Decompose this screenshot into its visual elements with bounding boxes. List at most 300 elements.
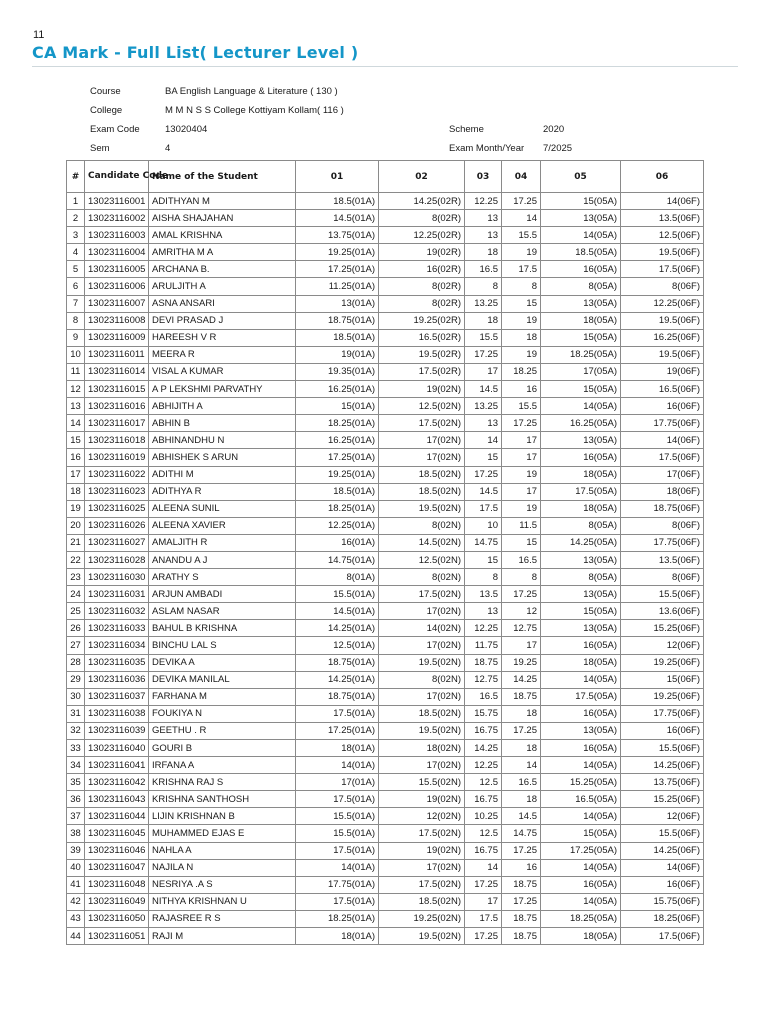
mark-05-cell: 13(05A) (541, 551, 621, 568)
row-index-cell: 17 (67, 466, 85, 483)
row-index-cell: 31 (67, 705, 85, 722)
mark-03-cell: 13.5 (465, 586, 502, 603)
candidate-code-cell: 13023116005 (85, 261, 149, 278)
row-index-cell: 2 (67, 210, 85, 227)
mark-02-cell: 16.5(02R) (379, 329, 465, 346)
mark-05-cell: 16(05A) (541, 449, 621, 466)
student-name-cell: AISHA SHAJAHAN (149, 210, 296, 227)
candidate-code-cell: 13023116033 (85, 620, 149, 637)
college-value: M M N S S College Kottiyam Kollam( 116 ) (165, 105, 344, 116)
mark-04-cell: 17.5 (502, 261, 541, 278)
mark-06-cell: 14(06F) (621, 193, 704, 210)
mark-01-cell: 17.5(01A) (296, 842, 379, 859)
mark-02-cell: 12.5(02N) (379, 398, 465, 415)
table-row (67, 740, 704, 757)
mark-03-cell: 18 (465, 312, 502, 329)
student-name-cell: ALEENA SUNIL (149, 500, 296, 517)
candidate-code-cell: 13023116003 (85, 227, 149, 244)
candidate-code-cell: 13023116030 (85, 569, 149, 586)
row-index-cell: 33 (67, 740, 85, 757)
candidate-code-cell: 13023116006 (85, 278, 149, 295)
mark-01-cell: 18.5(01A) (296, 483, 379, 500)
mark-06-cell: 14(06F) (621, 432, 704, 449)
table-row (67, 757, 704, 774)
mark-06-cell: 12.25(06F) (621, 295, 704, 312)
candidate-code-cell: 13023116018 (85, 432, 149, 449)
mark-04-cell: 17.25 (502, 893, 541, 910)
mark-05-cell: 14(05A) (541, 893, 621, 910)
student-name-cell: DEVIKA A (149, 654, 296, 671)
mark-04-cell: 18 (502, 740, 541, 757)
candidate-code-cell: 13023116011 (85, 346, 149, 363)
mark-04-cell: 19 (502, 312, 541, 329)
table-row (67, 928, 704, 945)
candidate-code-cell: 13023116026 (85, 517, 149, 534)
mark-01-cell: 11.25(01A) (296, 278, 379, 295)
mark-04-cell: 15 (502, 295, 541, 312)
row-index-cell: 1 (67, 193, 85, 210)
mark-02-cell: 14.5(02N) (379, 534, 465, 551)
mark-05-cell: 16.25(05A) (541, 415, 621, 432)
mark-03-cell: 17.25 (465, 466, 502, 483)
candidate-code-cell: 13023116037 (85, 688, 149, 705)
mark-06-cell: 8(06F) (621, 569, 704, 586)
mark-01-cell: 18.25(01A) (296, 910, 379, 927)
scheme-label: Scheme (449, 124, 484, 135)
col-header-01: 01 (296, 161, 379, 193)
mark-06-cell: 16(06F) (621, 722, 704, 739)
mark-05-cell: 18.5(05A) (541, 244, 621, 261)
mark-03-cell: 17.5 (465, 910, 502, 927)
mark-06-cell: 16(06F) (621, 398, 704, 415)
table-row (67, 586, 704, 603)
mark-01-cell: 16(01A) (296, 534, 379, 551)
table-row (67, 637, 704, 654)
mark-04-cell: 18.75 (502, 688, 541, 705)
mark-04-cell: 16.5 (502, 551, 541, 568)
mark-04-cell: 19 (502, 466, 541, 483)
mark-02-cell: 19(02R) (379, 244, 465, 261)
mark-04-cell: 14 (502, 757, 541, 774)
student-name-cell: ASNA ANSARI (149, 295, 296, 312)
mark-06-cell: 15.25(06F) (621, 620, 704, 637)
mark-06-cell: 18.25(06F) (621, 910, 704, 927)
exam-code-value: 13020404 (165, 124, 208, 135)
row-index-cell: 32 (67, 722, 85, 739)
candidate-code-cell: 13023116008 (85, 312, 149, 329)
mark-06-cell: 15(06F) (621, 671, 704, 688)
mark-03-cell: 14 (465, 432, 502, 449)
col-header-index: # (67, 161, 85, 193)
candidate-code-cell: 13023116022 (85, 466, 149, 483)
candidate-code-cell: 13023116042 (85, 774, 149, 791)
mark-03-cell: 13 (465, 603, 502, 620)
mark-02-cell: 17(02N) (379, 432, 465, 449)
mark-04-cell: 14.5 (502, 808, 541, 825)
mark-03-cell: 12.25 (465, 757, 502, 774)
mark-05-cell: 18(05A) (541, 312, 621, 329)
mark-03-cell: 11.75 (465, 637, 502, 654)
mark-03-cell: 13.25 (465, 398, 502, 415)
mark-05-cell: 14(05A) (541, 671, 621, 688)
mark-01-cell: 16.25(01A) (296, 381, 379, 398)
mark-03-cell: 17.25 (465, 346, 502, 363)
candidate-code-cell: 13023116039 (85, 722, 149, 739)
mark-03-cell: 14 (465, 859, 502, 876)
row-index-cell: 19 (67, 500, 85, 517)
mark-06-cell: 18.75(06F) (621, 500, 704, 517)
mark-03-cell: 12.75 (465, 671, 502, 688)
student-name-cell: ARATHY S (149, 569, 296, 586)
candidate-code-cell: 13023116051 (85, 928, 149, 945)
mark-02-cell: 12(02N) (379, 808, 465, 825)
row-index-cell: 9 (67, 329, 85, 346)
mark-01-cell: 17.5(01A) (296, 791, 379, 808)
student-name-cell: NESRIYA .A S (149, 876, 296, 893)
college-label: College (90, 105, 123, 116)
student-name-cell: HAREESH V R (149, 329, 296, 346)
mark-02-cell: 17(02N) (379, 688, 465, 705)
mark-02-cell: 14.25(02R) (379, 193, 465, 210)
row-index-cell: 26 (67, 620, 85, 637)
row-index-cell: 38 (67, 825, 85, 842)
mark-03-cell: 15 (465, 551, 502, 568)
mark-04-cell: 16 (502, 859, 541, 876)
student-name-cell: MEERA R (149, 346, 296, 363)
candidate-code-cell: 13023116045 (85, 825, 149, 842)
col-header-04: 04 (502, 161, 541, 193)
mark-06-cell: 13.6(06F) (621, 603, 704, 620)
mark-04-cell: 12 (502, 603, 541, 620)
mark-02-cell: 19.5(02N) (379, 654, 465, 671)
table-row (67, 381, 704, 398)
row-index-cell: 13 (67, 398, 85, 415)
mark-06-cell: 19(06F) (621, 363, 704, 380)
candidate-code-cell: 13023116019 (85, 449, 149, 466)
table-row (67, 825, 704, 842)
col-header-02: 02 (379, 161, 465, 193)
mark-05-cell: 17.25(05A) (541, 842, 621, 859)
mark-01-cell: 8(01A) (296, 569, 379, 586)
row-index-cell: 10 (67, 346, 85, 363)
mark-06-cell: 12(06F) (621, 808, 704, 825)
mark-03-cell: 12.5 (465, 825, 502, 842)
mark-02-cell: 19(02N) (379, 842, 465, 859)
mark-02-cell: 18.5(02N) (379, 466, 465, 483)
mark-01-cell: 19.25(01A) (296, 244, 379, 261)
mark-02-cell: 19(02N) (379, 381, 465, 398)
mark-03-cell: 8 (465, 569, 502, 586)
mark-04-cell: 17.25 (502, 193, 541, 210)
table-row (67, 449, 704, 466)
mark-06-cell: 18(06F) (621, 483, 704, 500)
mark-01-cell: 15.5(01A) (296, 586, 379, 603)
mark-05-cell: 17.5(05A) (541, 688, 621, 705)
mark-02-cell: 18.5(02N) (379, 893, 465, 910)
mark-03-cell: 12.5 (465, 774, 502, 791)
mark-05-cell: 15.25(05A) (541, 774, 621, 791)
mark-02-cell: 16(02R) (379, 261, 465, 278)
row-index-cell: 3 (67, 227, 85, 244)
mark-05-cell: 18(05A) (541, 928, 621, 945)
student-name-cell: FARHANA M (149, 688, 296, 705)
mark-04-cell: 19 (502, 500, 541, 517)
table-row (67, 722, 704, 739)
mark-02-cell: 19.5(02R) (379, 346, 465, 363)
mark-02-cell: 17.5(02R) (379, 363, 465, 380)
mark-06-cell: 17.5(06F) (621, 449, 704, 466)
mark-05-cell: 16(05A) (541, 637, 621, 654)
mark-03-cell: 13 (465, 415, 502, 432)
mark-01-cell: 13(01A) (296, 295, 379, 312)
mark-04-cell: 18 (502, 329, 541, 346)
candidate-code-cell: 13023116035 (85, 654, 149, 671)
row-index-cell: 29 (67, 671, 85, 688)
candidate-code-cell: 13023116016 (85, 398, 149, 415)
row-index-cell: 30 (67, 688, 85, 705)
row-index-cell: 8 (67, 312, 85, 329)
student-name-cell: GEETHU . R (149, 722, 296, 739)
mark-05-cell: 18(05A) (541, 466, 621, 483)
student-name-cell: KRISHNA RAJ S (149, 774, 296, 791)
candidate-code-cell: 13023116028 (85, 551, 149, 568)
row-index-cell: 20 (67, 517, 85, 534)
mark-03-cell: 14.75 (465, 534, 502, 551)
row-index-cell: 44 (67, 928, 85, 945)
row-index-cell: 5 (67, 261, 85, 278)
mark-03-cell: 17 (465, 363, 502, 380)
page-number: 11 (33, 29, 45, 41)
mark-02-cell: 8(02N) (379, 517, 465, 534)
mark-02-cell: 17.5(02N) (379, 825, 465, 842)
mark-05-cell: 14(05A) (541, 757, 621, 774)
mark-04-cell: 17.25 (502, 842, 541, 859)
student-name-cell: A P LEKSHMI PARVATHY (149, 381, 296, 398)
table-row (67, 893, 704, 910)
mark-01-cell: 17(01A) (296, 774, 379, 791)
course-label: Course (90, 86, 121, 97)
mark-06-cell: 12.5(06F) (621, 227, 704, 244)
table-row (67, 312, 704, 329)
mark-03-cell: 16.5 (465, 688, 502, 705)
mark-01-cell: 17.75(01A) (296, 876, 379, 893)
mark-01-cell: 18.75(01A) (296, 312, 379, 329)
col-header-candidate-code: Candidate Code (85, 161, 149, 193)
student-name-cell: RAJASREE R S (149, 910, 296, 927)
mark-02-cell: 17.5(02N) (379, 586, 465, 603)
sem-value: 4 (165, 143, 171, 154)
student-name-cell: NITHYA KRISHNAN U (149, 893, 296, 910)
mark-04-cell: 14.25 (502, 671, 541, 688)
table-row (67, 398, 704, 415)
candidate-code-cell: 13023116032 (85, 603, 149, 620)
table-row (67, 569, 704, 586)
row-index-cell: 40 (67, 859, 85, 876)
row-index-cell: 28 (67, 654, 85, 671)
candidate-code-cell: 13023116015 (85, 381, 149, 398)
mark-05-cell: 8(05A) (541, 517, 621, 534)
mark-05-cell: 13(05A) (541, 586, 621, 603)
mark-04-cell: 17.25 (502, 415, 541, 432)
student-name-cell: VISAL A KUMAR (149, 363, 296, 380)
student-name-cell: GOURI B (149, 740, 296, 757)
mark-03-cell: 18.75 (465, 654, 502, 671)
table-row (67, 244, 704, 261)
mark-05-cell: 13(05A) (541, 722, 621, 739)
mark-04-cell: 17.25 (502, 586, 541, 603)
mark-06-cell: 14(06F) (621, 859, 704, 876)
candidate-code-cell: 13023116046 (85, 842, 149, 859)
student-name-cell: ARJUN AMBADI (149, 586, 296, 603)
table-row (67, 466, 704, 483)
mark-01-cell: 18.75(01A) (296, 654, 379, 671)
mark-05-cell: 14(05A) (541, 398, 621, 415)
mark-02-cell: 19(02N) (379, 791, 465, 808)
mark-04-cell: 14 (502, 210, 541, 227)
mark-05-cell: 15(05A) (541, 329, 621, 346)
candidate-code-cell: 13023116048 (85, 876, 149, 893)
student-name-cell: AMRITHA M A (149, 244, 296, 261)
student-name-cell: LIJIN KRISHNAN B (149, 808, 296, 825)
mark-01-cell: 17.25(01A) (296, 722, 379, 739)
mark-01-cell: 14.25(01A) (296, 620, 379, 637)
mark-05-cell: 8(05A) (541, 278, 621, 295)
mark-05-cell: 18.25(05A) (541, 346, 621, 363)
mark-01-cell: 18(01A) (296, 740, 379, 757)
row-index-cell: 12 (67, 381, 85, 398)
mark-01-cell: 16.25(01A) (296, 432, 379, 449)
mark-02-cell: 19.25(02R) (379, 312, 465, 329)
mark-05-cell: 14(05A) (541, 859, 621, 876)
mark-02-cell: 8(02N) (379, 569, 465, 586)
student-name-cell: KRISHNA SANTHOSH (149, 791, 296, 808)
scheme-value: 2020 (543, 124, 565, 135)
mark-03-cell: 17.25 (465, 928, 502, 945)
mark-02-cell: 8(02R) (379, 210, 465, 227)
table-header-row (67, 161, 704, 193)
mark-06-cell: 16.25(06F) (621, 329, 704, 346)
mark-04-cell: 15.5 (502, 227, 541, 244)
mark-02-cell: 19.5(02N) (379, 928, 465, 945)
course-value: BA English Language & Literature ( 130 ) (165, 86, 338, 97)
row-index-cell: 35 (67, 774, 85, 791)
table-row (67, 517, 704, 534)
row-index-cell: 43 (67, 910, 85, 927)
mark-01-cell: 14.5(01A) (296, 210, 379, 227)
student-name-cell: ASLAM NASAR (149, 603, 296, 620)
mark-03-cell: 18 (465, 244, 502, 261)
table-row (67, 859, 704, 876)
mark-04-cell: 15 (502, 534, 541, 551)
candidate-code-cell: 13023116014 (85, 363, 149, 380)
student-name-cell: ALEENA XAVIER (149, 517, 296, 534)
marks-table (66, 160, 704, 945)
mark-04-cell: 19.25 (502, 654, 541, 671)
mark-06-cell: 13.5(06F) (621, 551, 704, 568)
mark-05-cell: 14.25(05A) (541, 534, 621, 551)
mark-06-cell: 15.5(06F) (621, 586, 704, 603)
mark-04-cell: 8 (502, 278, 541, 295)
mark-06-cell: 17.5(06F) (621, 261, 704, 278)
mark-01-cell: 14.5(01A) (296, 603, 379, 620)
title-divider (32, 66, 738, 67)
mark-05-cell: 18(05A) (541, 500, 621, 517)
mark-01-cell: 14.75(01A) (296, 551, 379, 568)
mark-02-cell: 19.25(02N) (379, 910, 465, 927)
table-row (67, 415, 704, 432)
mark-06-cell: 17.75(06F) (621, 415, 704, 432)
mark-03-cell: 17 (465, 893, 502, 910)
mark-01-cell: 18.75(01A) (296, 688, 379, 705)
mark-06-cell: 19.5(06F) (621, 244, 704, 261)
mark-06-cell: 19.25(06F) (621, 654, 704, 671)
mark-05-cell: 13(05A) (541, 620, 621, 637)
mark-05-cell: 17.5(05A) (541, 483, 621, 500)
candidate-code-cell: 13023116050 (85, 910, 149, 927)
table-row (67, 603, 704, 620)
row-index-cell: 25 (67, 603, 85, 620)
student-name-cell: ABHINANDHU N (149, 432, 296, 449)
mark-01-cell: 14(01A) (296, 859, 379, 876)
exam-code-label: Exam Code (90, 124, 140, 135)
mark-02-cell: 17(02N) (379, 603, 465, 620)
candidate-code-cell: 13023116034 (85, 637, 149, 654)
row-index-cell: 34 (67, 757, 85, 774)
candidate-code-cell: 13023116002 (85, 210, 149, 227)
mark-05-cell: 16(05A) (541, 261, 621, 278)
exam-month-value: 7/2025 (543, 143, 573, 154)
table-body (67, 193, 704, 945)
table-row (67, 791, 704, 808)
mark-04-cell: 16 (502, 381, 541, 398)
mark-02-cell: 18.5(02N) (379, 705, 465, 722)
row-index-cell: 36 (67, 791, 85, 808)
table-row (67, 688, 704, 705)
mark-02-cell: 17(02N) (379, 757, 465, 774)
row-index-cell: 39 (67, 842, 85, 859)
student-name-cell: AMALJITH R (149, 534, 296, 551)
candidate-code-cell: 13023116025 (85, 500, 149, 517)
mark-01-cell: 18.25(01A) (296, 415, 379, 432)
table-row (67, 705, 704, 722)
mark-01-cell: 17.5(01A) (296, 705, 379, 722)
mark-05-cell: 16(05A) (541, 705, 621, 722)
mark-02-cell: 18(02N) (379, 740, 465, 757)
mark-06-cell: 15.75(06F) (621, 893, 704, 910)
candidate-code-cell: 13023116049 (85, 893, 149, 910)
mark-05-cell: 13(05A) (541, 295, 621, 312)
mark-01-cell: 19(01A) (296, 346, 379, 363)
candidate-code-cell: 13023116027 (85, 534, 149, 551)
mark-01-cell: 15.5(01A) (296, 808, 379, 825)
candidate-code-cell: 13023116031 (85, 586, 149, 603)
mark-05-cell: 15(05A) (541, 193, 621, 210)
candidate-code-cell: 13023116041 (85, 757, 149, 774)
mark-04-cell: 17 (502, 432, 541, 449)
row-index-cell: 16 (67, 449, 85, 466)
mark-05-cell: 14(05A) (541, 227, 621, 244)
table-row (67, 774, 704, 791)
mark-02-cell: 19.5(02N) (379, 500, 465, 517)
student-name-cell: ADITHYAN M (149, 193, 296, 210)
mark-04-cell: 17 (502, 483, 541, 500)
table-row (67, 534, 704, 551)
mark-01-cell: 15(01A) (296, 398, 379, 415)
table-row (67, 261, 704, 278)
student-name-cell: IRFANA A (149, 757, 296, 774)
candidate-code-cell: 13023116043 (85, 791, 149, 808)
mark-03-cell: 17.5 (465, 500, 502, 517)
